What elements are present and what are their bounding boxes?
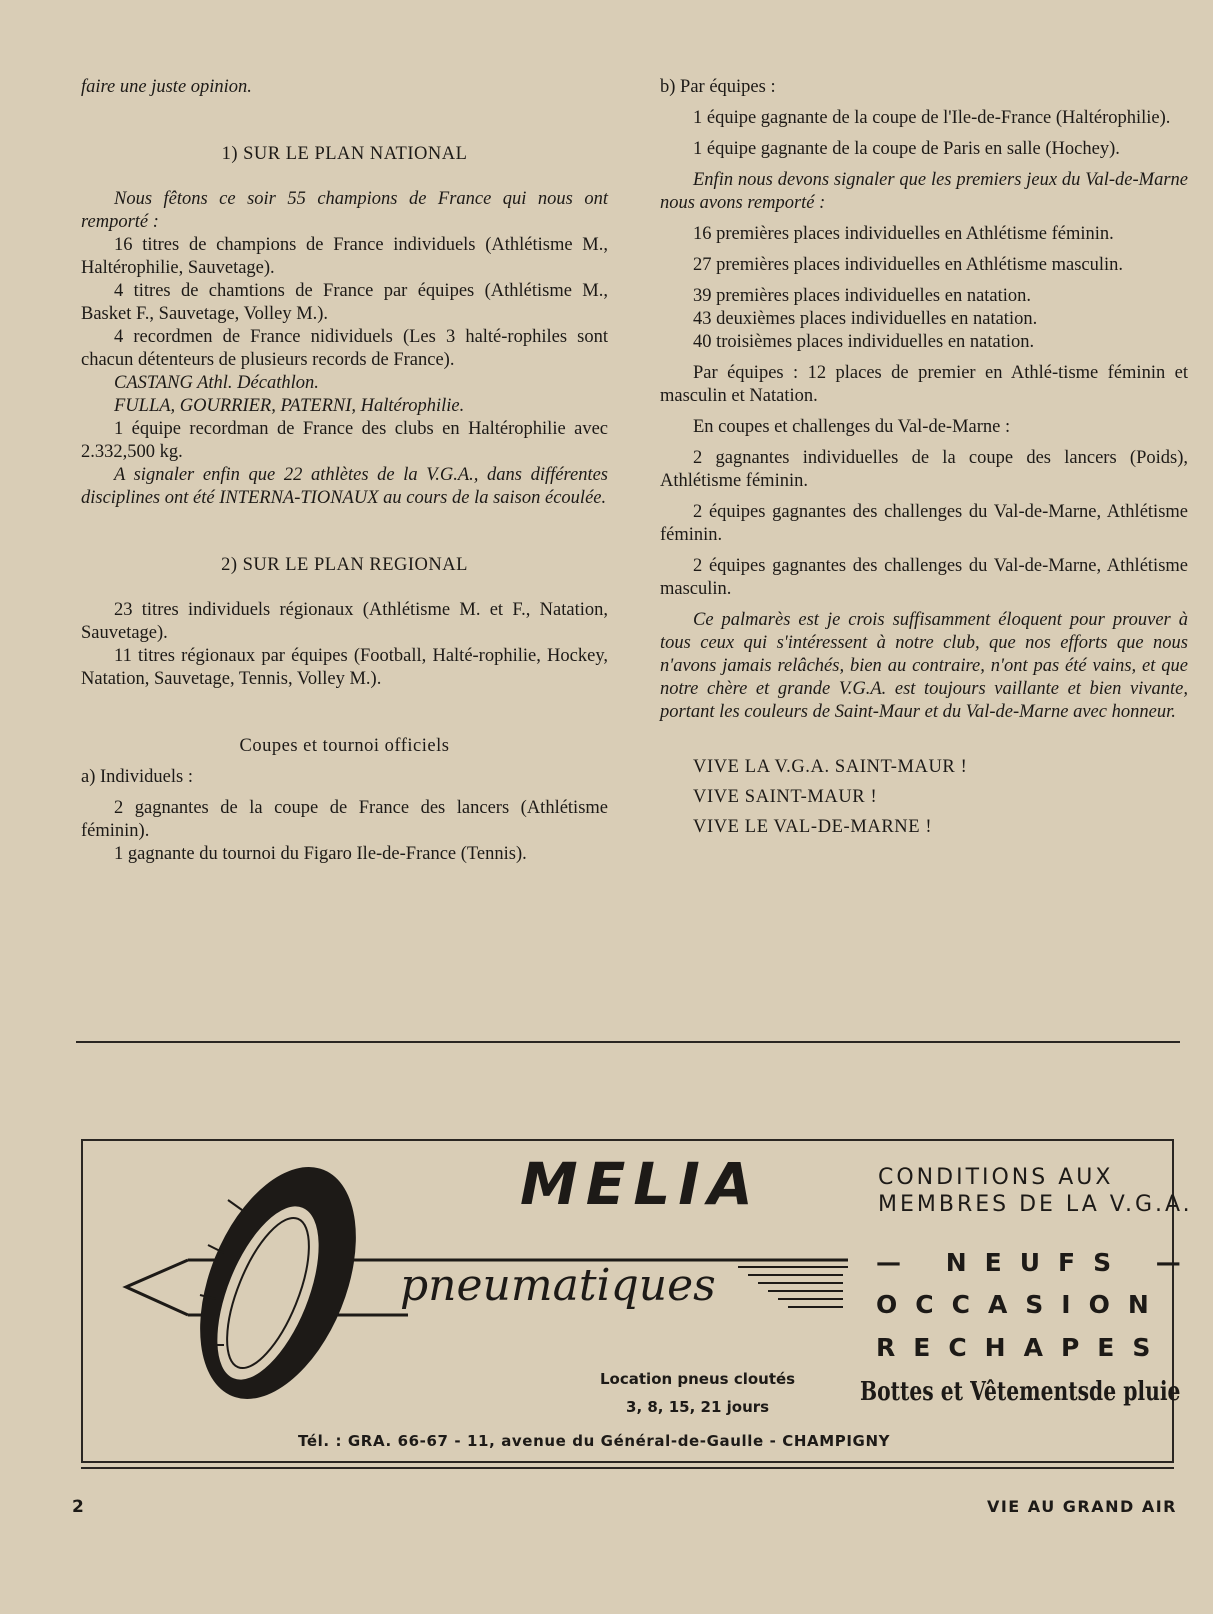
paragraph: En coupes et challenges du Val-de-Marne : bbox=[693, 417, 1011, 437]
paragraph: 1 équipe recordman de France des clubs en Haltérophilie avec 2.332,500 kg. bbox=[81, 419, 608, 462]
conditions-line: CONDITIONS AUX bbox=[878, 1165, 1114, 1190]
tyre-icon bbox=[169, 1155, 387, 1422]
paragraph: Enfin nous devons signaler que les premiers jeux du Val-de-Marne nous avons remporté : bbox=[660, 170, 1188, 213]
paragraph: FULLA, GOURRIER, PATERNI, Haltérophilie. bbox=[114, 396, 465, 416]
speed-lines bbox=[738, 1267, 848, 1307]
paragraph: Nous fêtons ce soir 55 champions de France qui nous ont remporté : bbox=[81, 189, 608, 232]
paragraph: 1 équipe gagnante de la coupe de l'Ile-de-France (Haltérophilie). bbox=[693, 108, 1171, 128]
paragraph: 16 premières places individuelles en Athlétisme féminin. bbox=[693, 224, 1114, 244]
offer-neufs: — NEUFS — bbox=[876, 1248, 1199, 1277]
paragraph: 43 deuxièmes places individuelles en natation. bbox=[693, 309, 1038, 329]
conditions-line: MEMBRES DE LA V.G.A. bbox=[878, 1192, 1193, 1217]
paragraph: 2 équipes gagnantes des challenges du Val-de-Marne, Athlétisme féminin. bbox=[660, 502, 1188, 545]
magazine-name: VIE AU GRAND AIR bbox=[986, 1497, 1177, 1516]
paragraph: Par équipes : 12 places de premier en Athlé-tisme féminin et masculin et Natation. bbox=[660, 363, 1188, 406]
slogan-line: VIVE LE VAL-DE-MARNE ! bbox=[693, 817, 933, 837]
brand-tagline: pneumatiques bbox=[400, 1260, 716, 1311]
paragraph: 27 premières places individuelles en Athlétisme masculin. bbox=[693, 255, 1124, 275]
subheading: b) Par équipes : bbox=[660, 77, 776, 97]
paragraph: CASTANG Athl. Décathlon. bbox=[114, 373, 319, 393]
paragraph: A signaler enfin que 22 athlètes de la V.G.A., dans différentes disciplines ont été INTERNA-TIONAUX au cours de la saison écoulée. bbox=[81, 465, 608, 508]
paragraph: 1 gagnante du tournoi du Figaro Ile-de-France (Tennis). bbox=[114, 844, 527, 864]
offer-occasion: OCCASION bbox=[876, 1290, 1167, 1319]
paragraph: 39 premières places individuelles en natation. bbox=[693, 286, 1032, 306]
paragraph: 1 équipe gagnante de la coupe de Paris en salle (Hochey). bbox=[693, 139, 1120, 159]
offer-bottes: Bottes et Vêtementsde pluie bbox=[860, 1377, 1181, 1407]
paragraph: 11 titres régionaux par équipes (Football, Halté-rophilie, Hockey, Natation, Sauvetage, Tennis, Volley M.). bbox=[81, 646, 608, 689]
section-heading-national: 1) SUR LE PLAN NATIONAL bbox=[221, 144, 468, 164]
slogan-line: VIVE SAINT-MAUR ! bbox=[693, 787, 878, 807]
rental-days: 3, 8, 15, 21 jours bbox=[626, 1398, 770, 1416]
left-column bbox=[81, 76, 608, 866]
paragraph: 40 troisièmes places individuelles en natation. bbox=[693, 332, 1035, 352]
right-column bbox=[660, 76, 1188, 842]
rental-line: Location pneus cloutés bbox=[600, 1370, 796, 1388]
section-heading-coupes: Coupes et tournoi officiels bbox=[239, 736, 450, 756]
paragraph: Ce palmarès est je crois suffisamment éloquent pour prouver à tous ceux qui s'intéressent à notre club, que nos efforts que nous n'avons jamais relâchés, bien au contraire, n'ont pas été vains, et que notre chère et grande V.G.A. est toujours vaillante et bien vivante, portant les couleurs de Saint-Maur et du Val-de-Marne avec honneur. bbox=[660, 610, 1188, 722]
paragraph: 4 recordmen de France nidividuels (Les 3 halté-rophiles sont chacun détenteurs de plusieurs records de France). bbox=[81, 327, 608, 370]
paragraph: 23 titres individuels régionaux (Athlétisme M. et F., Natation, Sauvetage). bbox=[81, 600, 608, 643]
paragraph: 2 gagnantes individuelles de la coupe des lancers (Poids), Athlétisme féminin. bbox=[660, 448, 1188, 491]
paragraph: 16 titres de champions de France individuels (Athlétisme M., Haltérophilie, Sauvetage). bbox=[81, 235, 608, 278]
brand-logo: MELIA bbox=[520, 1150, 761, 1218]
subheading: a) Individuels : bbox=[81, 767, 194, 787]
contact-address: Tél. : GRA. 66-67 - 11, avenue du Général-de-Gaulle - CHAMPIGNY bbox=[298, 1432, 891, 1450]
paragraph: 2 équipes gagnantes des challenges du Val-de-Marne, Athlétisme masculin. bbox=[660, 556, 1188, 599]
paragraph: 4 titres de chamtions de France par équipes (Athlétisme M., Basket F., Sauvetage, Volley M.). bbox=[81, 281, 608, 324]
conditions-text bbox=[878, 1164, 1193, 1218]
section-heading-regional: 2) SUR LE PLAN REGIONAL bbox=[221, 555, 468, 575]
divider bbox=[76, 1041, 1180, 1043]
text-line: faire une juste opinion. bbox=[81, 77, 252, 97]
offer-rechapes: RECHAPES bbox=[876, 1333, 1169, 1362]
ad-bottom-rule bbox=[81, 1467, 1174, 1469]
paragraph: 2 gagnantes de la coupe de France des lancers (Athlétisme féminin). bbox=[81, 798, 608, 841]
page-number: 2 bbox=[72, 1497, 84, 1517]
rental-info bbox=[600, 1365, 795, 1421]
slogan-line: VIVE LA V.G.A. SAINT-MAUR ! bbox=[693, 757, 968, 777]
